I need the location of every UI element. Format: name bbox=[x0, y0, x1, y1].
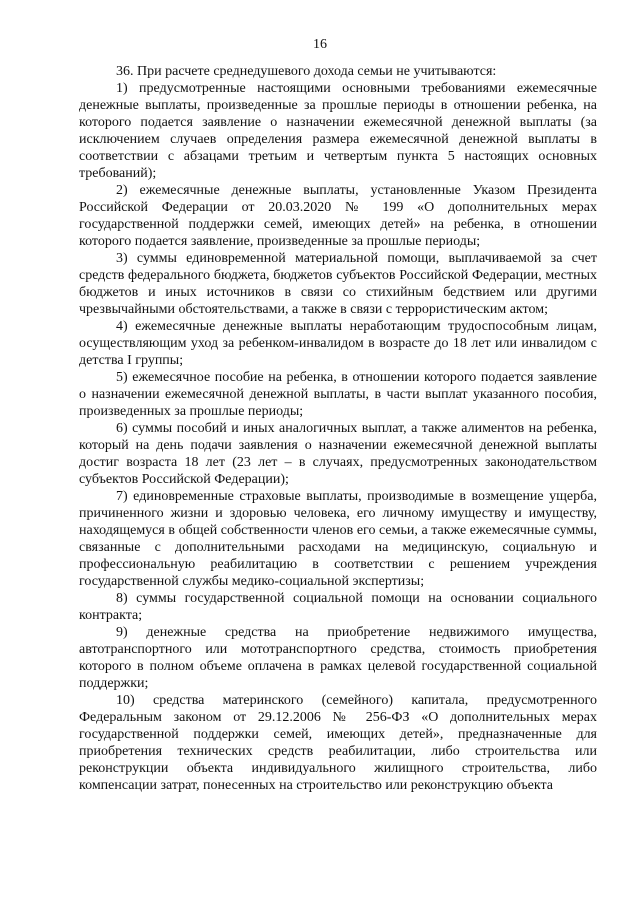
paragraph-item-7: 7) единовременные страховые выплаты, производимые в возмещение ущерба, причиненного жизни и здоровью человека, его личному имуществу и имуществу, находящемуся в общей собственности членов его семьи, а также ежемесячные суммы, связанные с дополнительными расходами на медицинскую, социальную и профессиональную реабилитацию в соответствии с решением учреждения государственной службы медико-социальной экспертизы; bbox=[79, 489, 597, 589]
paragraph-item-4: 4) ежемесячные денежные выплаты неработающим трудоспособным лицам, осуществляющим уход за ребенком-инвалидом в возрасте до 18 лет или инвалидом с детства I группы; bbox=[79, 319, 597, 368]
document-body bbox=[79, 63, 597, 794]
paragraph-item-9: 9) денежные средства на приобретение недвижимого имущества, автотранспортного или мототранспортного средства, стоимость приобретения которого в полном объеме оплачена в рамках целевой государственной социальной поддержки; bbox=[79, 625, 597, 691]
paragraph-item-10: 10) средства материнского (семейного) капитала, предусмотренного Федеральным законом от 29.12.2006 № 256-ФЗ «О дополнительных мерах государственной поддержки семей, имеющих детей», предназначенные для приобретения технических средств реабилитации, либо строительства или реконструкции объекта индивидуального жилищного строительства, либо компенсации затрат, понесенных на строительство или реконструкцию объекта bbox=[79, 693, 597, 793]
paragraph-item-1: 1) предусмотренные настоящими основными требованиями ежемесячные денежные выплаты, произведенные за прошлые периоды в отношении ребенка, на которого подается заявление о назначении ежемесячной денежной выплаты (за исключением случаев определения размера ежемесячной денежной выплаты в соответствии с абзацами третьим и четвертым пункта 5 настоящих основных требований); bbox=[79, 81, 597, 181]
paragraph-item-8: 8) суммы государственной социальной помощи на основании социального контракта; bbox=[79, 591, 597, 623]
paragraph-heading-36: 36. При расчете среднедушевого дохода семьи не учитываются: bbox=[116, 64, 497, 79]
paragraph-item-2: 2) ежемесячные денежные выплаты, установленные Указом Президента Российской Федерации от 20.03.2020 № 199 «О дополнительных мерах государственной поддержки семей, имеющих детей» на ребенка, в отношении которого подается заявление, произведенные за прошлые периоды; bbox=[79, 183, 597, 249]
paragraph-item-5: 5) ежемесячное пособие на ребенка, в отношении которого подается заявление о назначении ежемесячной денежной выплаты, в части выплат указанного пособия, произведенных за прошлые периоды; bbox=[79, 370, 597, 419]
paragraph-item-6: 6) суммы пособий и иных аналогичных выплат, а также алиментов на ребенка, который на день подачи заявления о назначении ежемесячной денежной выплаты достиг возраста 18 лет (23 лет – в случаях, предусмотренных законодательством субъектов Российской Федерации); bbox=[79, 421, 597, 487]
paragraph-item-3: 3) суммы единовременной материальной помощи, выплачиваемой за счет средств федерального бюджета, бюджетов субъектов Российской Федерации, местных бюджетов и иных источников в связи со стихийным бедствием или другими чрезвычайными обстоятельствами, а также в связи с террористическим актом; bbox=[79, 251, 597, 317]
page-number: 16 bbox=[313, 37, 327, 52]
